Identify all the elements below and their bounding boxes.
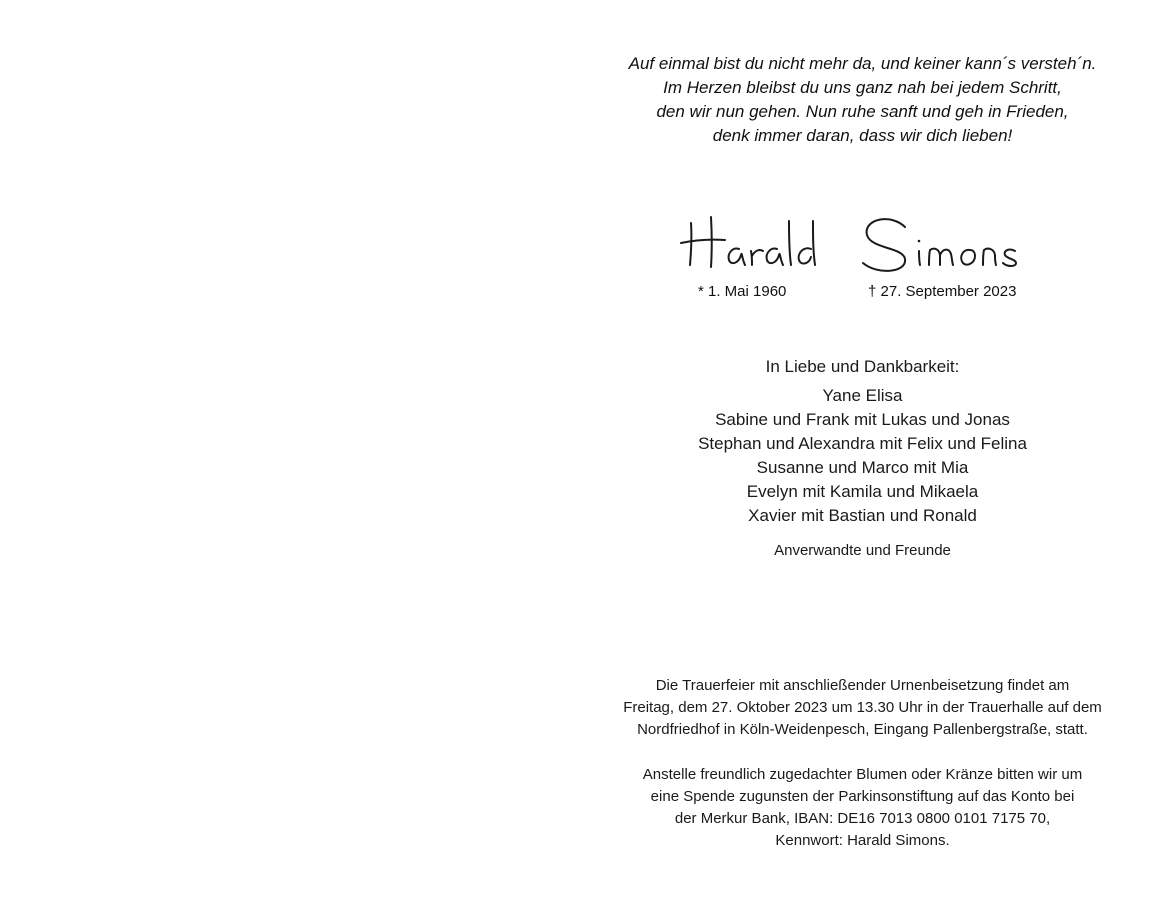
birth-date: * 1. Mai 1960 bbox=[698, 283, 787, 300]
relatives-line: Anverwandte und Freunde bbox=[774, 542, 951, 559]
donation-line: eine Spende zugunsten der Parkinsonstiftung auf das Konto bei bbox=[650, 788, 1075, 805]
donation-notice bbox=[575, 764, 1150, 852]
mourners-heading: In Liebe und Dankbarkeit: bbox=[765, 357, 960, 376]
poem-line: Auf einmal bist du nicht mehr da, und keiner kann´s versteh´n. bbox=[628, 54, 1097, 73]
mourner-name: Sabine und Frank mit Lukas und Jonas bbox=[715, 410, 1010, 429]
mourner-name: Susanne und Marco mit Mia bbox=[756, 458, 969, 477]
mourner-name: Yane Elisa bbox=[822, 386, 903, 405]
ceremony-line: Die Trauerfeier mit anschließender Urnenbeisetzung findet am bbox=[655, 677, 1070, 694]
ceremony-notice bbox=[575, 675, 1150, 741]
ceremony-line: Nordfriedhof in Köln-Weidenpesch, Eingang Pallenbergstraße, statt. bbox=[637, 721, 1088, 738]
mourner-name: Evelyn mit Kamila und Mikaela bbox=[746, 482, 979, 501]
deceased-name-signature bbox=[677, 203, 1037, 283]
poem-line: denk immer daran, dass wir dich lieben! bbox=[712, 126, 1013, 145]
donation-line: der Merkur Bank, IBAN: DE16 7013 0800 0101 7175 70, bbox=[674, 810, 1051, 827]
memorial-poem bbox=[575, 52, 1150, 148]
death-date: † 27. September 2023 bbox=[868, 283, 1017, 300]
mourners-list bbox=[575, 384, 1150, 528]
life-dates bbox=[575, 283, 1150, 307]
obituary-page bbox=[575, 0, 1150, 900]
donation-line: Anstelle freundlich zugedachter Blumen oder Kränze bitten wir um bbox=[642, 766, 1083, 783]
donation-line: Kennwort: Harald Simons. bbox=[775, 832, 950, 849]
mourner-name: Stephan und Alexandra mit Felix und Felina bbox=[698, 434, 1027, 453]
ceremony-line: Freitag, dem 27. Oktober 2023 um 13.30 Uhr in der Trauerhalle auf dem bbox=[623, 699, 1102, 716]
poem-line: den wir nun gehen. Nun ruhe sanft und geh in Frieden, bbox=[656, 102, 1069, 121]
mourner-name: Xavier mit Bastian und Ronald bbox=[748, 506, 977, 525]
poem-line: Im Herzen bleibst du uns ganz nah bei jedem Schritt, bbox=[663, 78, 1062, 97]
